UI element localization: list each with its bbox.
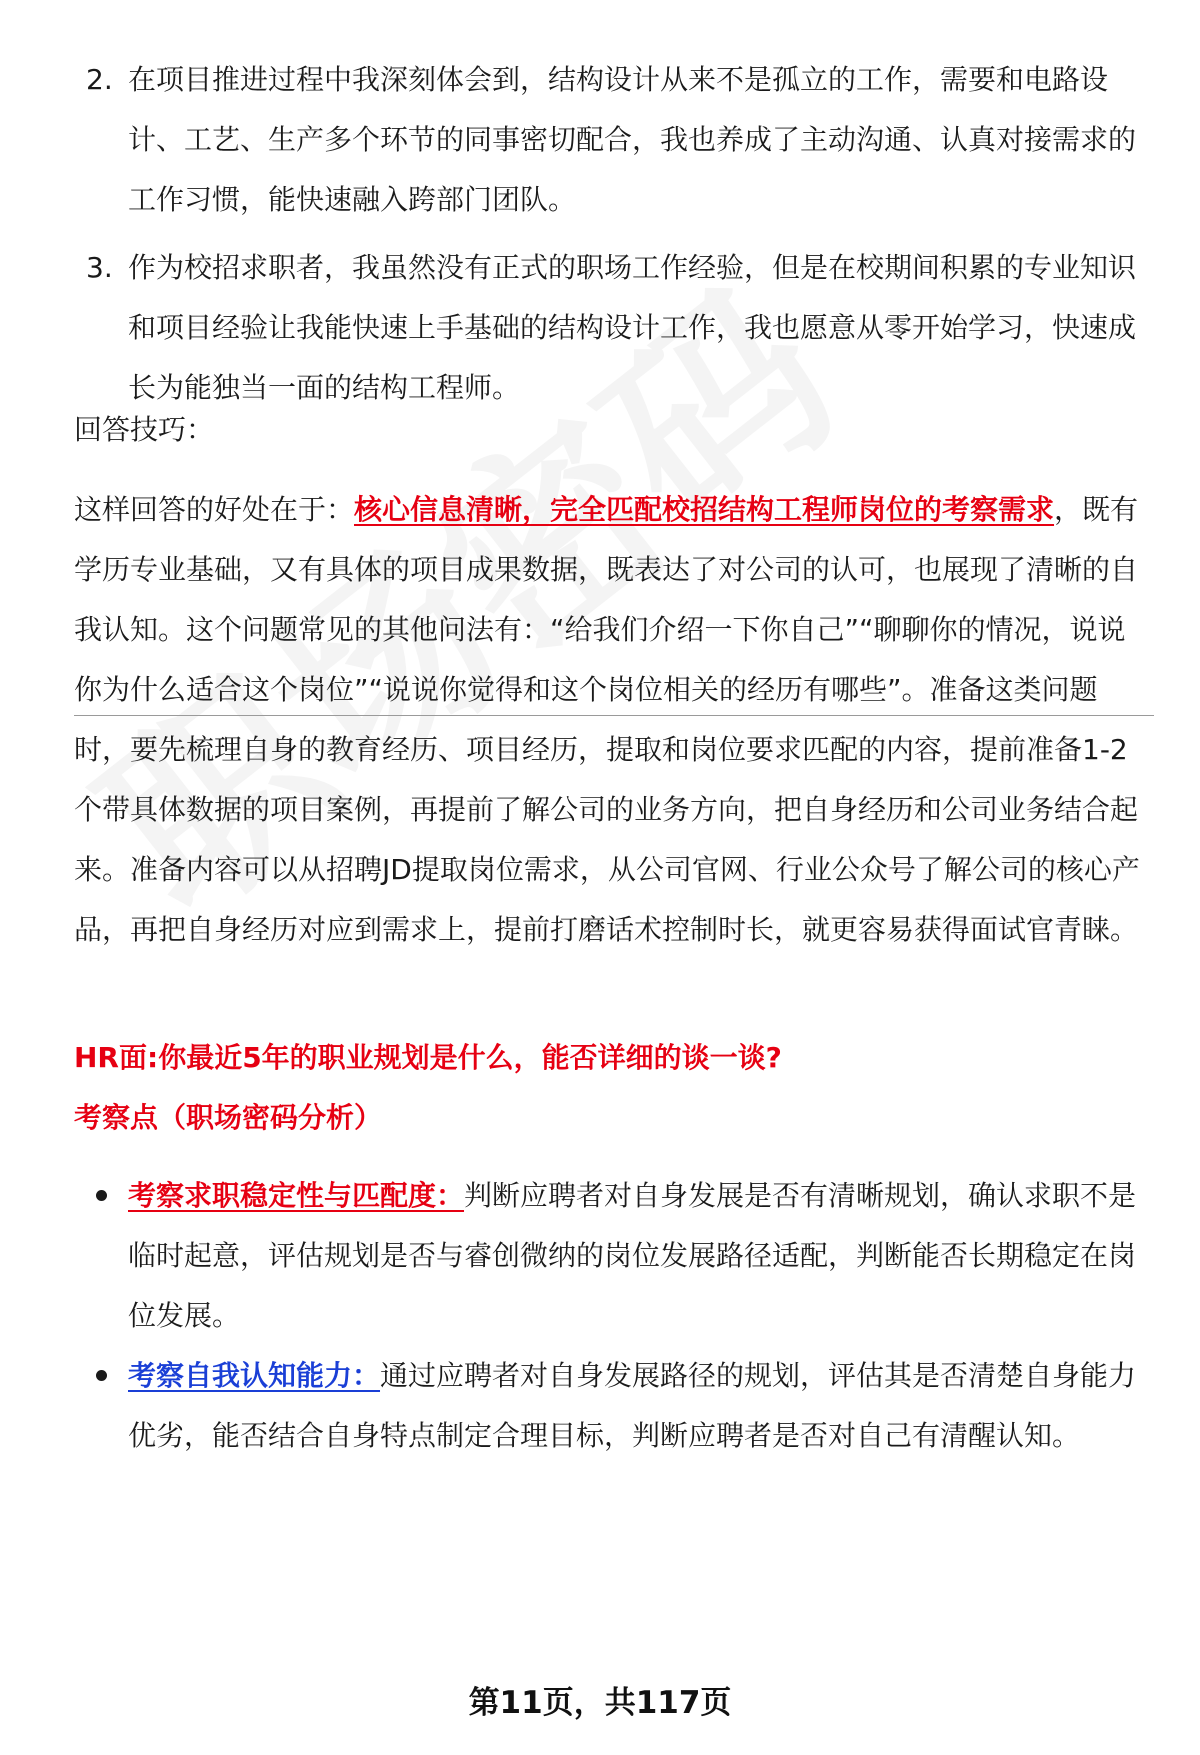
list-item-text: 作为校招求职者，我虽然没有正式的职场工作经验，但是在校期间积累的专业知识和项目经验让我能快速上手基础的结构设计工作，我也愿意从零开始学习，快速成长为能独当一面的结构工程师。	[128, 251, 1137, 404]
tips-label: 回答技巧：	[74, 413, 215, 446]
question-heading: HR面:你最近5年的职业规划是什么，能否详细的谈一谈?	[74, 1041, 782, 1074]
bullet-text: 判断应聘者对自身发展是否有清晰规划，确认求职不是临时起意，评估规划是否与睿创微纳的岗位发展路径适配，判断能否长期稳定在岗位发展。	[128, 1179, 1137, 1332]
bullet-text: 通过应聘者对自身发展路径的规划，评估其是否清楚自身能力优劣，能否结合自身特点制定合理目标，判断应聘者是否对自己有清醒认知。	[128, 1359, 1137, 1452]
tips-prefix: 这样回答的好处在于：	[74, 493, 355, 526]
list-item-text: 在项目推进过程中我深刻体会到，结构设计从来不是孤立的工作，需要和电路设计、工艺、生产多个环节的同事密切配合，我也养成了主动沟通、认真对接需求的工作习惯，能快速融入跨部门团队。	[128, 63, 1137, 216]
bullet-item	[96, 1166, 1156, 1346]
bullet-dot-icon	[96, 1370, 107, 1381]
bullet-label: 考察自我认知能力：	[128, 1359, 381, 1392]
list-item	[74, 238, 1144, 418]
bullet-list	[96, 1166, 1156, 1466]
list-item-number: 3.	[86, 251, 113, 284]
numbered-list	[74, 50, 1144, 418]
list-item-number: 2.	[86, 63, 113, 96]
tips-highlight: 核心信息清晰，完全匹配校招结构工程师岗位的考察需求	[354, 493, 1055, 526]
divider	[74, 715, 1154, 716]
bullet-dot-icon	[96, 1190, 107, 1201]
bullet-label: 考察求职稳定性与匹配度：	[128, 1179, 465, 1212]
tips-paragraph	[74, 480, 1152, 960]
page-footer: 第11页，共117页	[468, 1685, 732, 1721]
list-item	[74, 50, 1144, 230]
tips-rest: ，既有学历专业基础，又有具体的项目成果数据，既表达了对公司的认可，也展现了清晰的自我认知。这个问题常见的其他问法有：“给我们介绍一下你自己”“聊聊你的情况，说说你为什么适合这个岗位”“说说你觉得和这个岗位相关的经历有哪些”。准备这类问题时，要先梳理自身的教育经历、项目经历，提取和岗位要求匹配的内容，提前准备1-2个带具体数据的项目案例，再提前了解公司的业务方向，把自身经历和公司业务结合起来。准备内容可以从招聘JD提取岗位需求，从公司官网、行业公众号了解公司的核心产品，再把自身经历对应到需求上，提前打磨话术控制时长，就更容易获得面试官青睐。	[74, 493, 1140, 946]
bullet-item	[96, 1346, 1156, 1466]
examine-heading: 考察点（职场密码分析）	[74, 1101, 383, 1134]
